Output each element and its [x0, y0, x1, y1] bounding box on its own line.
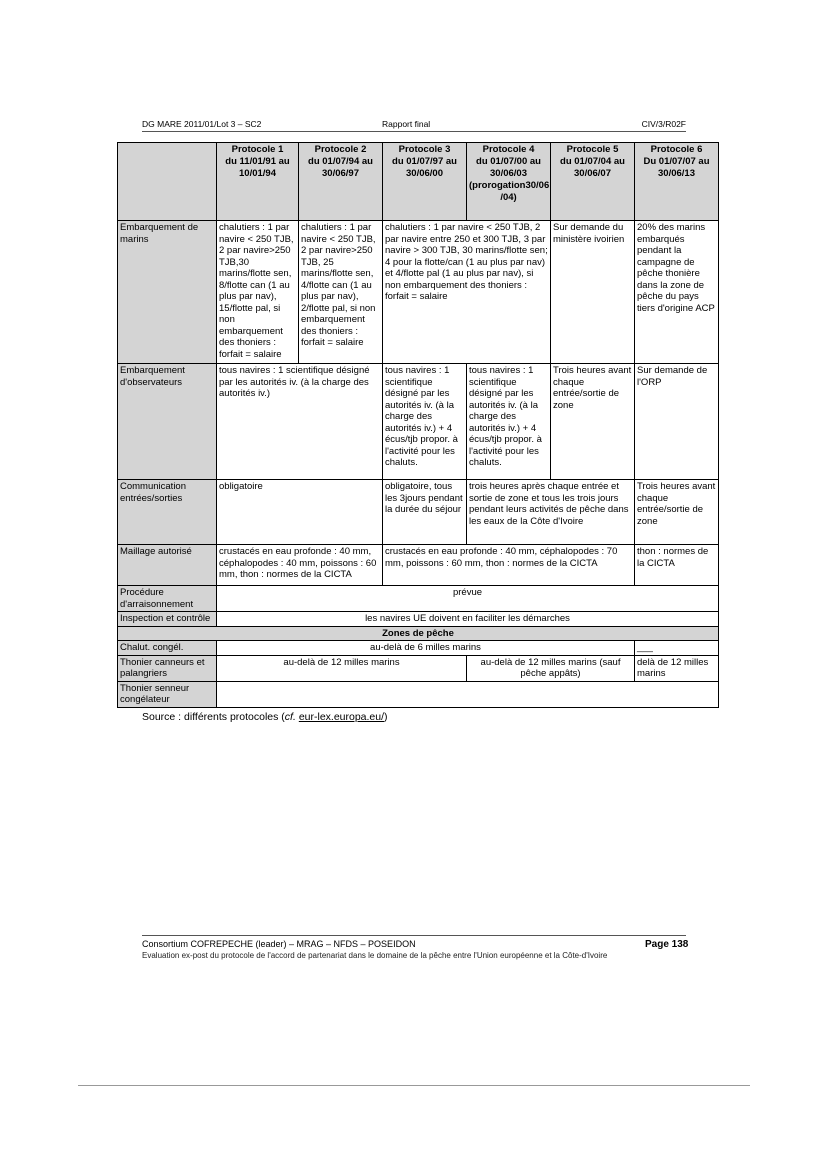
table-cell: les navires UE doivent en faciliter les démarches [217, 612, 719, 627]
table-cell: Sur demande de l'ORP [635, 364, 719, 480]
row-label: Thonier senneur congélateur [118, 681, 217, 707]
protocol-6-header: Protocole 6 Du 01/07/07 au 30/06/13 [635, 143, 719, 221]
zones-title: Zones de pêche [118, 626, 719, 641]
protocol-5-header: Protocole 5 du 01/07/04 au 30/06/07 [551, 143, 635, 221]
table-cell: chalutiers : 1 par navire < 250 TJB, 2 par navire entre 250 et 300 TJB, 3 par navire > 300 TJB, 30 marins/flotte sen; 4 pour la flotte/can (1 au plus par nav) et 4/flotte pal (1 au plus par nav), si non embarquement des thoniers : forfait = salaire [383, 221, 551, 364]
footer-report-title: Evaluation ex-post du protocole de l'accord de partenariat dans le domaine de la pêche entre l'Union européenne et la Côte-d'Ivoire [142, 951, 608, 960]
header-right: CIV/3/R02F [641, 119, 686, 129]
footer-divider [142, 935, 686, 936]
protocol-2-header: Protocole 2 du 01/07/94 au 30/06/97 [299, 143, 383, 221]
table-cell: thon : normes de la CICTA [635, 545, 719, 586]
table-row [118, 655, 719, 681]
footer-consortium: Consortium COFREPECHE (leader) – MRAG – NFDS – POSEIDON [142, 939, 416, 949]
protocols-table [117, 142, 719, 708]
table-cell: 20% des marins embarqués pendant la campagne de pêche thonière dans la zone de pêche du pays tiers d'origine ACP [635, 221, 719, 364]
table-cell: tous navires : 1 scientifique désigné par les autorités iv. (à la charge des autorités iv.) + 4 écus/tjb propor. à l'activité pour les chaluts. [467, 364, 551, 480]
row-label: Thonier canneurs et palangriers [118, 655, 217, 681]
table-row [118, 681, 719, 707]
page-number: Page 138 [645, 939, 689, 950]
table-cell: Sur demande du ministère ivoirien [551, 221, 635, 364]
row-label: Embarquement de marins [118, 221, 217, 364]
table-cell: trois heures après chaque entrée et sortie de zone et tous les trois jours pendant leurs activités de pêche dans les eaux de la Côte d'Ivoire [467, 480, 635, 545]
row-label: Inspection et contrôle [118, 612, 217, 627]
table-cell: chalutiers : 1 par navire < 250 TJB, 2 par navire>250 TJB, 25 marins/flotte sen, 4/flotte can (1 au plus par nav), 2/flotte pal, si non embarquement des thoniers : forfait = salaire [299, 221, 383, 364]
source-suffix: ) [384, 711, 388, 723]
table-row [118, 545, 719, 586]
table-row [118, 364, 719, 480]
table-cell: crustacés en eau profonde : 40 mm, céphalopodes : 70 mm, poissons : 60 mm, thon : normes de la CICTA [383, 545, 635, 586]
row-label: Embarquement d'observateurs [118, 364, 217, 480]
header-left: DG MARE 2011/01/Lot 3 – SC2 [142, 119, 262, 129]
source-note [142, 711, 388, 723]
table-cell: au-delà de 12 milles marins (sauf pêche appâts) [467, 655, 635, 681]
table-row [118, 626, 719, 641]
row-label: Maillage autorisé [118, 545, 217, 586]
table-row [118, 641, 719, 656]
table-row [118, 586, 719, 612]
row-label: Chalut. congél. [118, 641, 217, 656]
table-cell: tous navires : 1 scientifique désigné par les autorités iv. (à la charge des autorités iv.) + 4 écus/tjb propor. à l'activité pour les chaluts. [383, 364, 467, 480]
table-cell: tous navires : 1 scientifique désigné par les autorités iv. (à la charge des autorités iv.) [217, 364, 383, 480]
table-cell: ___ [635, 641, 719, 656]
protocol-1-header: Protocole 1 du 11/01/91 au 10/01/94 [217, 143, 299, 221]
page-bottom-rule [78, 1085, 750, 1086]
table-cell: au-delà de 12 milles marins [217, 655, 467, 681]
table-cell: obligatoire, tous les 3jours pendant la durée du séjour [383, 480, 467, 545]
source-prefix: Source : différents protocoles ( [142, 711, 285, 723]
table-cell: au-delà de 6 milles marins [217, 641, 635, 656]
table-row [118, 480, 719, 545]
table-cell: Trois heures avant chaque entrée/sortie de zone [551, 364, 635, 480]
table-row [118, 612, 719, 627]
table-header-row [118, 143, 719, 221]
table-cell [217, 681, 719, 707]
row-label: Procédure d'arraisonnement [118, 586, 217, 612]
table-cell: prévue [217, 586, 719, 612]
row-label: Communication entrées/sorties [118, 480, 217, 545]
table-cell: delà de 12 milles marins [635, 655, 719, 681]
protocol-3-header: Protocole 3 du 01/07/97 au 30/06/00 [383, 143, 467, 221]
table-row [118, 221, 719, 364]
header-empty-cell [118, 143, 217, 221]
table-cell: crustacés en eau profonde : 40 mm, céphalopodes : 40 mm, poissons : 60 mm, thon : normes de la CICTA [217, 545, 383, 586]
page-header [142, 119, 686, 132]
source-link[interactable]: eur-lex.europa.eu/ [298, 711, 385, 723]
source-cf: cf. [284, 711, 296, 723]
protocol-4-header: Protocole 4 du 01/07/00 au 30/06/03 (prorogation30/06 /04) [467, 143, 551, 221]
table-cell: Trois heures avant chaque entrée/sortie de zone [635, 480, 719, 545]
table-cell: obligatoire [217, 480, 383, 545]
header-center: Rapport final [382, 119, 431, 129]
table-cell: chalutiers : 1 par navire < 250 TJB, 2 par navire>250 TJB,30 marins/flotte sen, 8/flotte can (1 au plus par nav), 15/flotte pal, si non embarquement des thoniers : forfait = salaire [217, 221, 299, 364]
